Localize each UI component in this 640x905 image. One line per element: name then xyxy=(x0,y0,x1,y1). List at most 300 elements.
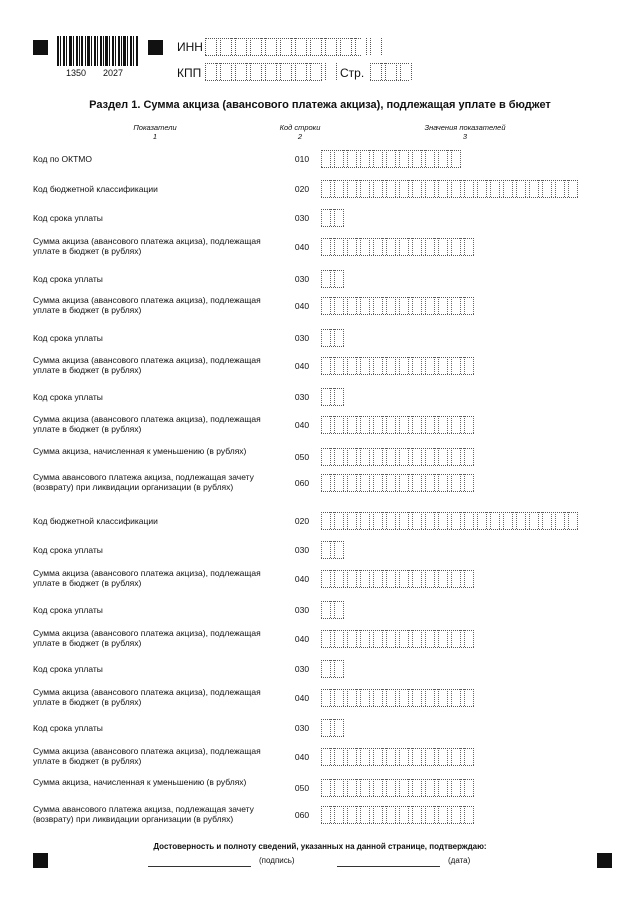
value-cell[interactable] xyxy=(386,416,396,433)
value-cell[interactable] xyxy=(477,180,487,197)
value-cell[interactable] xyxy=(412,357,422,374)
value-cell[interactable] xyxy=(490,512,500,529)
row-value-cells[interactable] xyxy=(321,779,477,796)
value-cell[interactable] xyxy=(412,238,422,255)
value-cell[interactable] xyxy=(386,630,396,647)
value-cell[interactable] xyxy=(425,630,435,647)
value-cell[interactable] xyxy=(412,512,422,529)
section-title: Раздел 1. Сумма акциза (авансового платежа акциза), подлежащая уплате в бюджет xyxy=(89,99,551,111)
value-cell[interactable] xyxy=(399,238,409,255)
row-value-cells[interactable] xyxy=(321,329,347,346)
value-cell[interactable] xyxy=(412,180,422,197)
value-cell[interactable] xyxy=(464,630,474,647)
value-cell[interactable] xyxy=(321,570,331,587)
value-cell[interactable] xyxy=(529,512,539,529)
value-cell[interactable] xyxy=(321,630,331,647)
row-code: 030 xyxy=(294,274,310,284)
row-code: 040 xyxy=(294,242,310,252)
row-dotline-bottom xyxy=(321,255,474,256)
value-cell[interactable] xyxy=(399,806,409,823)
value-cell[interactable] xyxy=(321,297,331,314)
value-cell[interactable] xyxy=(425,689,435,706)
row-dotline-bottom xyxy=(321,796,474,797)
corner-marker-top-left xyxy=(33,40,48,55)
row-code: 040 xyxy=(294,420,310,430)
row-value-cells[interactable] xyxy=(321,238,477,255)
row-value-cells[interactable] xyxy=(321,448,477,465)
value-cell[interactable] xyxy=(438,689,448,706)
value-cell[interactable] xyxy=(334,779,344,796)
value-cell[interactable] xyxy=(529,180,539,197)
row-value-cells[interactable] xyxy=(321,719,347,736)
value-cell[interactable] xyxy=(373,748,383,765)
page-dotline-bottom xyxy=(370,80,409,81)
value-cell[interactable] xyxy=(373,512,383,529)
value-cell[interactable] xyxy=(464,512,474,529)
value-cell[interactable] xyxy=(321,719,331,736)
value-cell[interactable] xyxy=(347,748,357,765)
value-cell[interactable] xyxy=(334,270,344,287)
row-dotline-bottom xyxy=(321,677,344,678)
value-cell[interactable] xyxy=(516,512,526,529)
row-label: Код срока уплаты xyxy=(33,274,103,284)
value-cell[interactable] xyxy=(399,570,409,587)
value-cell[interactable] xyxy=(425,570,435,587)
row-value-cells[interactable] xyxy=(321,630,477,647)
value-cell[interactable] xyxy=(425,779,435,796)
value-cell[interactable] xyxy=(464,238,474,255)
value-cell[interactable] xyxy=(334,570,344,587)
value-cell[interactable] xyxy=(412,474,422,491)
row-dotline-top xyxy=(321,601,344,602)
row-dotline-top xyxy=(321,806,474,807)
value-cell[interactable] xyxy=(334,448,344,465)
value-cell[interactable] xyxy=(412,630,422,647)
value-cell[interactable] xyxy=(386,238,396,255)
value-cell[interactable] xyxy=(347,297,357,314)
inn-cells[interactable] xyxy=(205,38,385,55)
value-cell[interactable] xyxy=(386,297,396,314)
value-cell[interactable] xyxy=(334,660,344,677)
row-label: Сумма акциза (авансового платежа акциза), подлежащая уплате в бюджет (в рублях) xyxy=(33,687,261,707)
value-cell[interactable] xyxy=(360,297,370,314)
value-cell[interactable] xyxy=(412,806,422,823)
value-cell[interactable] xyxy=(386,748,396,765)
value-cell[interactable] xyxy=(373,448,383,465)
value-cell[interactable] xyxy=(373,630,383,647)
value-cell[interactable] xyxy=(451,150,461,167)
row-label: Код срока уплаты xyxy=(33,213,103,223)
value-cell[interactable] xyxy=(438,150,448,167)
value-cell[interactable] xyxy=(360,416,370,433)
value-cell[interactable] xyxy=(334,180,344,197)
value-cell[interactable] xyxy=(451,570,461,587)
value-cell[interactable] xyxy=(464,357,474,374)
row-label: Код бюджетной классификации xyxy=(33,516,158,526)
value-cell[interactable] xyxy=(425,357,435,374)
row-value-cells[interactable] xyxy=(321,416,477,433)
row-value-cells[interactable] xyxy=(321,270,347,287)
row-dotline-top xyxy=(321,448,474,449)
value-cell[interactable] xyxy=(386,779,396,796)
value-cell[interactable] xyxy=(399,630,409,647)
value-cell[interactable] xyxy=(503,180,513,197)
value-cell[interactable] xyxy=(568,180,578,197)
value-cell[interactable] xyxy=(373,297,383,314)
value-cell[interactable] xyxy=(334,541,344,558)
value-cell[interactable] xyxy=(360,779,370,796)
row-dotline-top xyxy=(321,630,474,631)
value-cell[interactable] xyxy=(438,748,448,765)
value-cell[interactable] xyxy=(347,779,357,796)
value-cell[interactable] xyxy=(373,474,383,491)
value-cell[interactable] xyxy=(386,180,396,197)
value-cell[interactable] xyxy=(347,806,357,823)
value-cell[interactable] xyxy=(360,630,370,647)
value-cell[interactable] xyxy=(347,416,357,433)
row-label: Код по ОКТМО xyxy=(33,154,92,164)
value-cell[interactable] xyxy=(464,180,474,197)
value-cell[interactable] xyxy=(334,474,344,491)
value-cell[interactable] xyxy=(321,601,331,618)
page-dotline-top xyxy=(370,63,409,64)
value-cell[interactable] xyxy=(334,388,344,405)
value-cell[interactable] xyxy=(386,689,396,706)
row-dotline-bottom xyxy=(321,405,344,406)
value-cell[interactable] xyxy=(334,601,344,618)
value-cell[interactable] xyxy=(464,570,474,587)
row-dotline-top xyxy=(321,689,474,690)
value-cell[interactable] xyxy=(399,512,409,529)
barcode-number-right: 2027 xyxy=(103,68,124,78)
value-cell[interactable] xyxy=(412,416,422,433)
value-cell[interactable] xyxy=(321,474,331,491)
value-cell[interactable] xyxy=(360,150,370,167)
value-cell[interactable] xyxy=(451,180,461,197)
value-cell[interactable] xyxy=(399,474,409,491)
value-cell[interactable] xyxy=(321,748,331,765)
row-label: Код срока уплаты xyxy=(33,605,103,615)
row-dotline-bottom xyxy=(321,647,474,648)
value-cell[interactable] xyxy=(542,180,552,197)
value-cell[interactable] xyxy=(425,297,435,314)
row-code: 030 xyxy=(294,545,310,555)
value-cell[interactable] xyxy=(321,689,331,706)
value-cell[interactable] xyxy=(334,329,344,346)
value-cell[interactable] xyxy=(360,806,370,823)
value-cell[interactable] xyxy=(321,660,331,677)
row-dotline-top xyxy=(321,329,344,330)
value-cell[interactable] xyxy=(373,416,383,433)
row-label: Сумма акциза (авансового платежа акциза), подлежащая уплате в бюджет (в рублях) xyxy=(33,295,261,315)
row-value-cells[interactable] xyxy=(321,297,477,314)
signature-line[interactable] xyxy=(148,866,251,867)
value-cell[interactable] xyxy=(451,474,461,491)
value-cell[interactable] xyxy=(386,512,396,529)
page-cells[interactable] xyxy=(370,63,415,80)
value-cell[interactable] xyxy=(425,180,435,197)
value-cell[interactable] xyxy=(555,180,565,197)
value-cell[interactable] xyxy=(321,329,331,346)
value-cell[interactable] xyxy=(438,416,448,433)
value-cell[interactable] xyxy=(386,570,396,587)
value-cell[interactable] xyxy=(412,689,422,706)
row-label: Сумма акциза (авансового платежа акциза), подлежащая уплате в бюджет (в рублях) xyxy=(33,236,261,256)
value-cell[interactable] xyxy=(451,416,461,433)
row-code: 040 xyxy=(294,301,310,311)
value-cell[interactable] xyxy=(360,238,370,255)
value-cell[interactable] xyxy=(321,416,331,433)
value-cell[interactable] xyxy=(347,512,357,529)
value-cell[interactable] xyxy=(412,297,422,314)
row-value-cells[interactable] xyxy=(321,512,581,529)
value-cell[interactable] xyxy=(334,238,344,255)
row-dotline-bottom xyxy=(321,765,474,766)
value-cell[interactable] xyxy=(373,150,383,167)
value-cell[interactable] xyxy=(438,570,448,587)
value-cell[interactable] xyxy=(555,512,565,529)
value-cell[interactable] xyxy=(412,150,422,167)
value-cell[interactable] xyxy=(360,474,370,491)
value-cell[interactable] xyxy=(464,779,474,796)
value-cell[interactable] xyxy=(464,297,474,314)
value-cell[interactable] xyxy=(399,448,409,465)
value-cell[interactable] xyxy=(321,209,331,226)
row-dotline-bottom xyxy=(321,618,344,619)
row-code: 010 xyxy=(294,154,310,164)
value-cell[interactable] xyxy=(451,779,461,796)
value-cell[interactable] xyxy=(386,150,396,167)
row-value-cells[interactable] xyxy=(321,660,347,677)
inn-dotline-bottom xyxy=(205,55,361,56)
value-cell[interactable] xyxy=(438,806,448,823)
row-dotline-top xyxy=(321,748,474,749)
value-cell[interactable] xyxy=(451,238,461,255)
value-cell[interactable] xyxy=(438,474,448,491)
value-cell[interactable] xyxy=(373,357,383,374)
value-cell[interactable] xyxy=(542,512,552,529)
row-code: 040 xyxy=(294,634,310,644)
value-cell[interactable] xyxy=(373,779,383,796)
value-cell[interactable] xyxy=(425,150,435,167)
row-dotline-bottom xyxy=(321,823,474,824)
value-cell[interactable] xyxy=(360,570,370,587)
value-cell[interactable] xyxy=(334,748,344,765)
column-header-3 xyxy=(405,123,525,141)
value-cell[interactable] xyxy=(438,512,448,529)
date-line[interactable] xyxy=(337,866,440,867)
row-value-cells[interactable] xyxy=(321,541,347,558)
value-cell[interactable] xyxy=(503,512,513,529)
value-cell[interactable] xyxy=(386,474,396,491)
value-cell[interactable] xyxy=(399,357,409,374)
value-cell[interactable] xyxy=(321,806,331,823)
value-cell[interactable] xyxy=(425,448,435,465)
value-cell[interactable] xyxy=(321,238,331,255)
row-value-cells[interactable] xyxy=(321,209,347,226)
value-cell[interactable] xyxy=(334,689,344,706)
value-cell[interactable] xyxy=(386,448,396,465)
value-cell[interactable] xyxy=(425,238,435,255)
value-cell[interactable] xyxy=(321,150,331,167)
value-cell[interactable] xyxy=(373,238,383,255)
column-header-3-title: Значения показателей xyxy=(424,123,506,132)
value-cell[interactable] xyxy=(334,806,344,823)
column-header-2 xyxy=(270,123,330,141)
value-cell[interactable] xyxy=(412,779,422,796)
value-cell[interactable] xyxy=(360,180,370,197)
kpp-label: КПП xyxy=(177,66,202,80)
kpp-cells[interactable] xyxy=(205,63,340,80)
row-code: 020 xyxy=(294,184,310,194)
value-cell[interactable] xyxy=(347,474,357,491)
value-cell[interactable] xyxy=(334,150,344,167)
value-cell[interactable] xyxy=(438,779,448,796)
value-cell[interactable] xyxy=(360,748,370,765)
value-cell[interactable] xyxy=(347,630,357,647)
row-value-cells[interactable] xyxy=(321,601,347,618)
value-cell[interactable] xyxy=(490,180,500,197)
value-cell[interactable] xyxy=(464,806,474,823)
value-cell[interactable] xyxy=(360,689,370,706)
row-dotline-top xyxy=(321,209,344,210)
value-cell[interactable] xyxy=(321,541,331,558)
value-cell[interactable] xyxy=(386,357,396,374)
value-cell[interactable] xyxy=(464,474,474,491)
value-cell[interactable] xyxy=(425,474,435,491)
row-value-cells[interactable] xyxy=(321,689,477,706)
value-cell[interactable] xyxy=(347,448,357,465)
value-cell[interactable] xyxy=(334,209,344,226)
value-cell[interactable] xyxy=(464,689,474,706)
value-cell[interactable] xyxy=(451,689,461,706)
value-cell[interactable] xyxy=(412,570,422,587)
value-cell[interactable] xyxy=(334,297,344,314)
value-cell[interactable] xyxy=(568,512,578,529)
row-dotline-bottom xyxy=(321,706,474,707)
value-cell[interactable] xyxy=(399,416,409,433)
value-cell[interactable] xyxy=(412,748,422,765)
value-cell[interactable] xyxy=(347,570,357,587)
row-value-cells[interactable] xyxy=(321,357,477,374)
value-cell[interactable] xyxy=(451,448,461,465)
value-cell[interactable] xyxy=(321,448,331,465)
value-cell[interactable] xyxy=(425,416,435,433)
value-cell[interactable] xyxy=(425,512,435,529)
page-label: Стр. xyxy=(340,66,365,80)
value-cell[interactable] xyxy=(425,806,435,823)
value-cell[interactable] xyxy=(464,448,474,465)
value-cell[interactable] xyxy=(464,748,474,765)
value-cell[interactable] xyxy=(451,297,461,314)
value-cell[interactable] xyxy=(438,630,448,647)
value-cell[interactable] xyxy=(399,779,409,796)
value-cell[interactable] xyxy=(321,270,331,287)
value-cell[interactable] xyxy=(425,748,435,765)
value-cell[interactable] xyxy=(373,806,383,823)
value-cell[interactable] xyxy=(438,448,448,465)
row-label: Сумма авансового платежа акциза, подлежащая зачету (возврату) при ликвидации организации (в рублях) xyxy=(33,472,254,492)
column-header-1-num: 1 xyxy=(152,132,158,141)
value-cell[interactable] xyxy=(399,180,409,197)
column-header-3-num: 3 xyxy=(462,132,468,141)
kpp-dotline-bottom xyxy=(205,80,322,81)
row-code: 060 xyxy=(294,478,310,488)
value-cell[interactable] xyxy=(360,512,370,529)
row-value-cells[interactable] xyxy=(321,806,477,823)
value-cell[interactable] xyxy=(334,357,344,374)
value-cell[interactable] xyxy=(412,448,422,465)
value-cell[interactable] xyxy=(321,180,331,197)
value-cell[interactable] xyxy=(477,512,487,529)
column-header-1-title: Показатели xyxy=(133,123,177,132)
row-label: Сумма авансового платежа акциза, подлежащая зачету (возврату) при ликвидации организации (в рублях) xyxy=(33,804,254,824)
value-cell[interactable] xyxy=(334,719,344,736)
value-cell[interactable] xyxy=(451,357,461,374)
row-dotline-top xyxy=(321,719,344,720)
row-value-cells[interactable] xyxy=(321,748,477,765)
value-cell[interactable] xyxy=(438,357,448,374)
value-cell[interactable] xyxy=(373,689,383,706)
value-cell[interactable] xyxy=(399,748,409,765)
value-cell[interactable] xyxy=(373,180,383,197)
value-cell[interactable] xyxy=(321,388,331,405)
value-cell[interactable] xyxy=(438,180,448,197)
value-cell[interactable] xyxy=(321,512,331,529)
value-cell[interactable] xyxy=(347,238,357,255)
value-cell[interactable] xyxy=(347,357,357,374)
value-cell[interactable] xyxy=(399,297,409,314)
confirmation-text: Достоверность и полноту сведений, указанных на данной странице, подтверждаю: xyxy=(153,842,487,851)
value-cell[interactable] xyxy=(334,416,344,433)
value-cell[interactable] xyxy=(347,180,357,197)
row-value-cells[interactable] xyxy=(321,474,477,491)
row-code: 020 xyxy=(294,516,310,526)
value-cell[interactable] xyxy=(386,806,396,823)
value-cell[interactable] xyxy=(360,448,370,465)
row-label: Сумма акциза (авансового платежа акциза), подлежащая уплате в бюджет (в рублях) xyxy=(33,568,261,588)
date-caption: (дата) xyxy=(448,856,471,865)
value-cell[interactable] xyxy=(451,748,461,765)
value-cell[interactable] xyxy=(399,689,409,706)
row-dotline-top xyxy=(321,660,344,661)
value-cell[interactable] xyxy=(451,512,461,529)
row-value-cells[interactable] xyxy=(321,180,581,197)
row-dotline-bottom xyxy=(321,167,461,168)
row-value-cells[interactable] xyxy=(321,388,347,405)
value-cell[interactable] xyxy=(451,806,461,823)
value-cell[interactable] xyxy=(321,357,331,374)
value-cell[interactable] xyxy=(451,630,461,647)
row-label: Сумма акциза, начисленная к уменьшению (в рублях) xyxy=(33,777,247,787)
row-value-cells[interactable] xyxy=(321,570,477,587)
value-cell[interactable] xyxy=(347,150,357,167)
value-cell[interactable] xyxy=(464,416,474,433)
row-dotline-bottom xyxy=(321,226,344,227)
value-cell[interactable] xyxy=(360,357,370,374)
value-cell[interactable] xyxy=(373,570,383,587)
row-dotline-bottom xyxy=(321,491,474,492)
value-cell[interactable] xyxy=(347,689,357,706)
value-cell[interactable] xyxy=(438,238,448,255)
value-cell[interactable] xyxy=(321,779,331,796)
value-cell[interactable] xyxy=(399,150,409,167)
value-cell[interactable] xyxy=(438,297,448,314)
row-value-cells[interactable] xyxy=(321,150,464,167)
value-cell[interactable] xyxy=(334,630,344,647)
value-cell[interactable] xyxy=(516,180,526,197)
value-cell[interactable] xyxy=(334,512,344,529)
